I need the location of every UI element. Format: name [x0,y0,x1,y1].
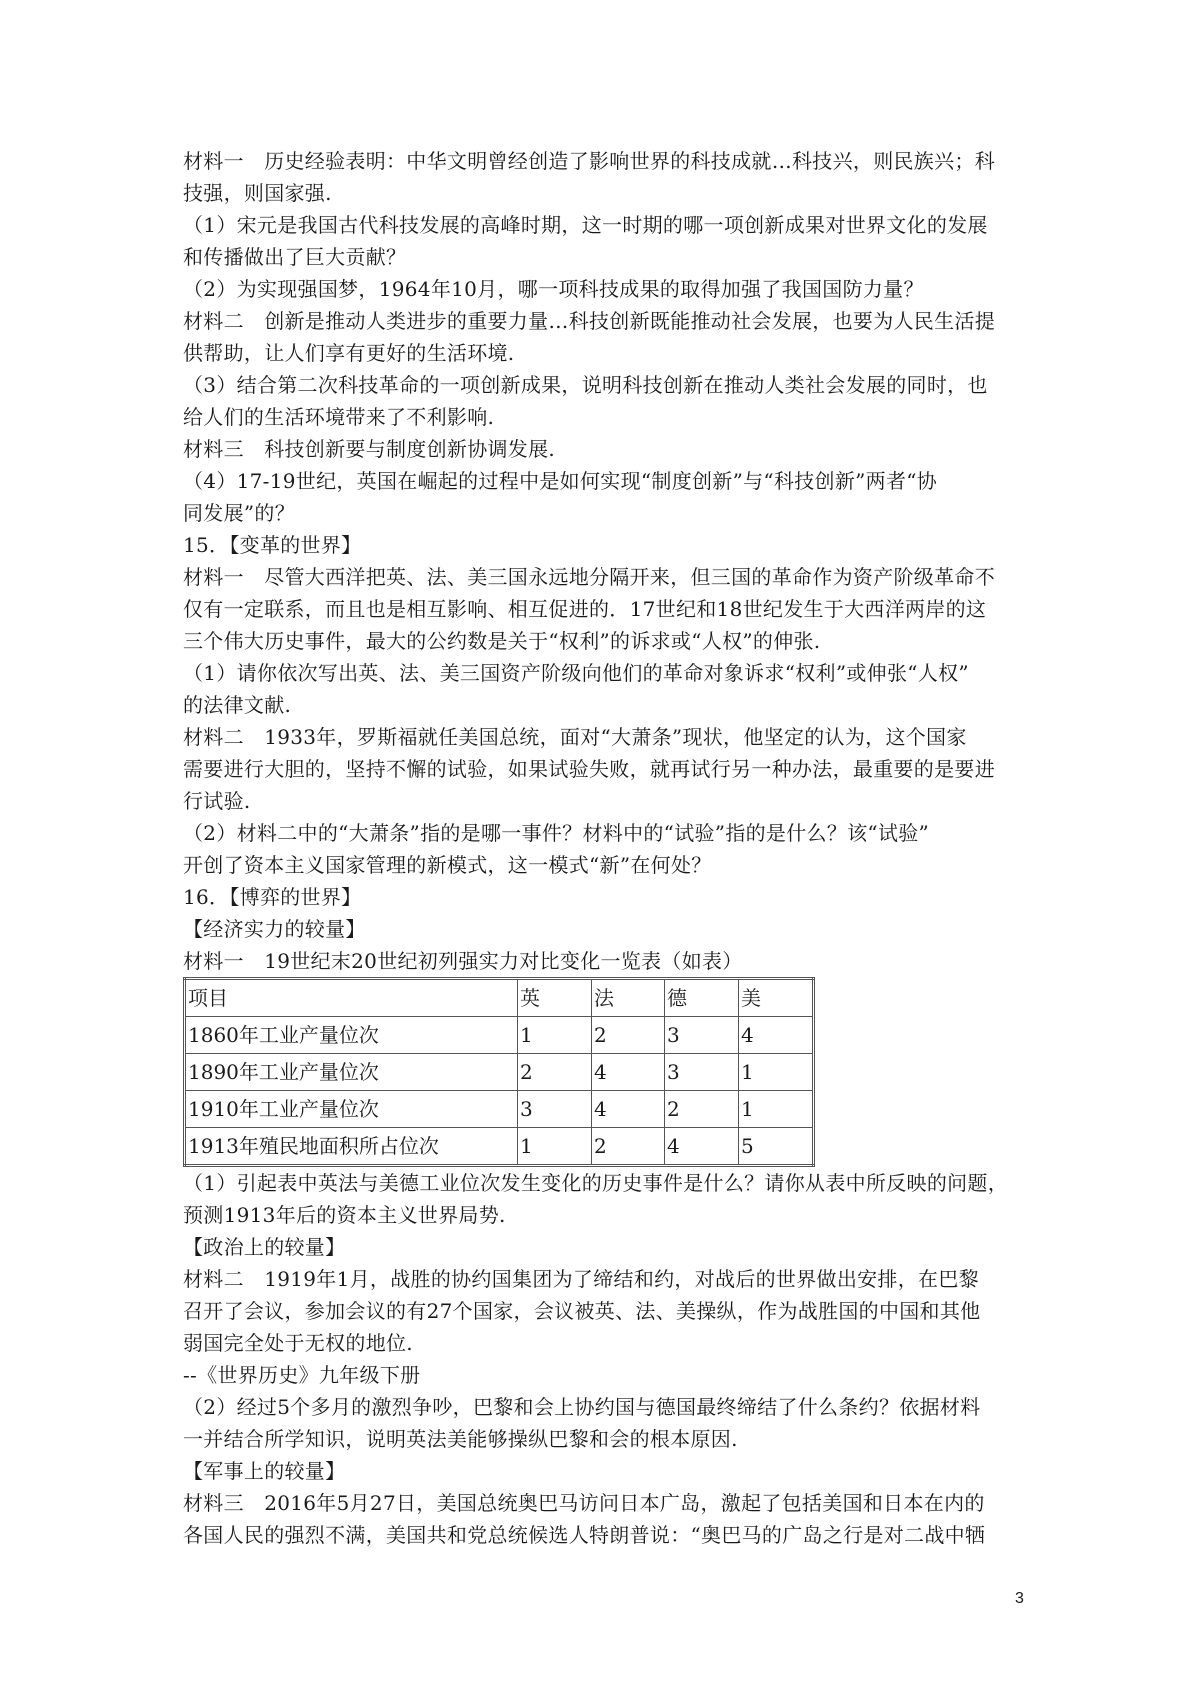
table-cell: 3 [665,1017,739,1054]
table-row [185,1017,814,1054]
table-cell: 5 [739,1128,814,1166]
text-line: --《世界历史》九年级下册 [183,1363,421,1387]
power-comparison-table [183,977,815,1167]
text-line: 同发展”的？ [183,501,296,525]
table-cell: 4 [739,1017,814,1054]
text-line: 的法律文献. [183,693,292,717]
text-line: 材料二 1919年1月，战胜的协约国集团为了缔结和约，对战后的世界做出安排，在巴黎 [183,1267,979,1291]
text-line: 各国人民的强烈不满，美国共和党总统候选人特朗普说：“奥巴马的广岛之行是对二战中牺 [183,1523,986,1547]
text-line: 弱国完全处于无权的地位. [183,1331,413,1355]
text-line: 预测1913年后的资本主义世界局势. [183,1203,506,1227]
text-line: 材料二 创新是推动人类进步的重要力量…科技创新既能推动社会发展，也要为人民生活提 [183,309,995,333]
table-cell: 1 [739,1091,814,1128]
text-line: 供帮助，让人们享有更好的生活环境. [183,341,515,365]
table-cell: 1913年殖民地面积所占位次 [185,1128,518,1166]
text-line: （2）经过5个多月的激烈争吵，巴黎和会上协约国与德国最终缔结了什么条约？依据材料 [183,1395,981,1419]
table-row [185,1128,814,1166]
table-cell: 1 [518,1017,592,1054]
text-line: 材料一 19世纪末20世纪初列强实力对比变化一览表（如表） [183,949,743,973]
table-header-cell: 英 [518,979,592,1017]
table-cell: 1890年工业产量位次 [185,1054,518,1091]
text-line: 给人们的生活环境带来了不利影响. [183,405,495,429]
text-line: 需要进行大胆的，坚持不懈的试验，如果试验失败，就再试行另一种办法，最重要的是要进 [183,757,995,781]
text-line: 仅有一定联系，而且也是相互影响、相互促进的．17世纪和18世纪发生于大西洋两岸的这 [183,597,987,621]
table-header-cell: 德 [665,979,739,1017]
document-body [183,145,1025,1551]
text-line: 行试验. [183,789,251,813]
text-line: 【军事上的较量】 [183,1459,346,1483]
table-cell: 4 [592,1091,665,1128]
table-header-cell: 法 [592,979,665,1017]
table-cell: 3 [665,1054,739,1091]
text-line: （2）为实现强国梦，1964年10月，哪一项科技成果的取得加强了我国国防力量？ [183,277,924,301]
text-line: 【政治上的较量】 [183,1235,346,1259]
text-line: 16．【博弈的世界】 [183,885,362,909]
text-line: （1）请你依次写出英、法、美三国资产阶级向他们的革命对象诉求“权利”或伸张“人权” [183,661,969,685]
text-line: 技强，则国家强. [183,181,332,205]
text-line: 开创了资本主义国家管理的新模式，这一模式“新”在何处？ [183,853,712,877]
table-cell: 2 [665,1091,739,1128]
text-line: （3）结合第二次科技革命的一项创新成果，说明科技创新在推动人类社会发展的同时，也 [183,373,988,397]
text-line: （2）材料二中的“大萧条”指的是哪一事件？材料中的“试验”指的是什么？该“试验” [183,821,930,845]
table-cell: 1910年工业产量位次 [185,1091,518,1128]
text-line: 三个伟大历史事件，最大的公约数是关于“权利”的诉求或“人权”的伸张. [183,629,821,653]
table-cell: 2 [592,1017,665,1054]
text-line: （1）引起表中英法与美德工业位次发生变化的历史事件是什么？请你从表中所反映的问题， [183,1171,1009,1195]
text-block-before-table [183,145,1025,977]
text-line: 材料三 科技创新要与制度创新协调发展. [183,437,556,461]
text-line: 材料一 尽管大西洋把英、法、美三国永远地分隔开来，但三国的革命作为资产阶级革命不 [183,565,995,589]
table-cell: 2 [592,1128,665,1166]
table-cell: 2 [518,1054,592,1091]
text-line: 一并结合所学知识，说明英法美能够操纵巴黎和会的根本原因. [183,1427,738,1451]
text-line: 和传播做出了巨大贡献？ [183,245,407,269]
table-cell: 3 [518,1091,592,1128]
text-line: 材料二 1933年，罗斯福就任美国总统，面对“大萧条”现状，他坚定的认为，这个国家 [183,725,967,749]
text-line: 材料一 历史经验表明：中华文明曾经创造了影响世界的科技成就…科技兴，则民族兴；科 [183,149,995,173]
table-cell: 1860年工业产量位次 [185,1017,518,1054]
table-row [185,1054,814,1091]
page-number: 3 [1015,1590,1024,1607]
text-line: 【经济实力的较量】 [183,917,366,941]
text-block-after-table [183,1167,1025,1551]
table-header-cell: 美 [739,979,814,1017]
table-cell: 4 [592,1054,665,1091]
text-line: 材料三 2016年5月27日，美国总统奥巴马访问日本广岛，激起了包括美国和日本在内的 [183,1491,985,1515]
table-header-row [185,979,814,1017]
text-line: （4）17-19世纪，英国在崛起的过程中是如何实现“制度创新”与“科技创新”两者“协 [183,469,938,493]
table-cell: 1 [518,1128,592,1166]
text-line: （1）宋元是我国古代科技发展的高峰时期，这一时期的哪一项创新成果对世界文化的发展 [183,213,988,237]
table-cell: 1 [739,1054,814,1091]
table-cell: 4 [665,1128,739,1166]
text-line: 15．【变革的世界】 [183,533,362,557]
text-line: 召开了会议，参加会议的有27个国家，会议被英、法、美操纵，作为战胜国的中国和其他 [183,1299,981,1323]
table-header-cell: 项目 [185,979,518,1017]
table-row [185,1091,814,1128]
